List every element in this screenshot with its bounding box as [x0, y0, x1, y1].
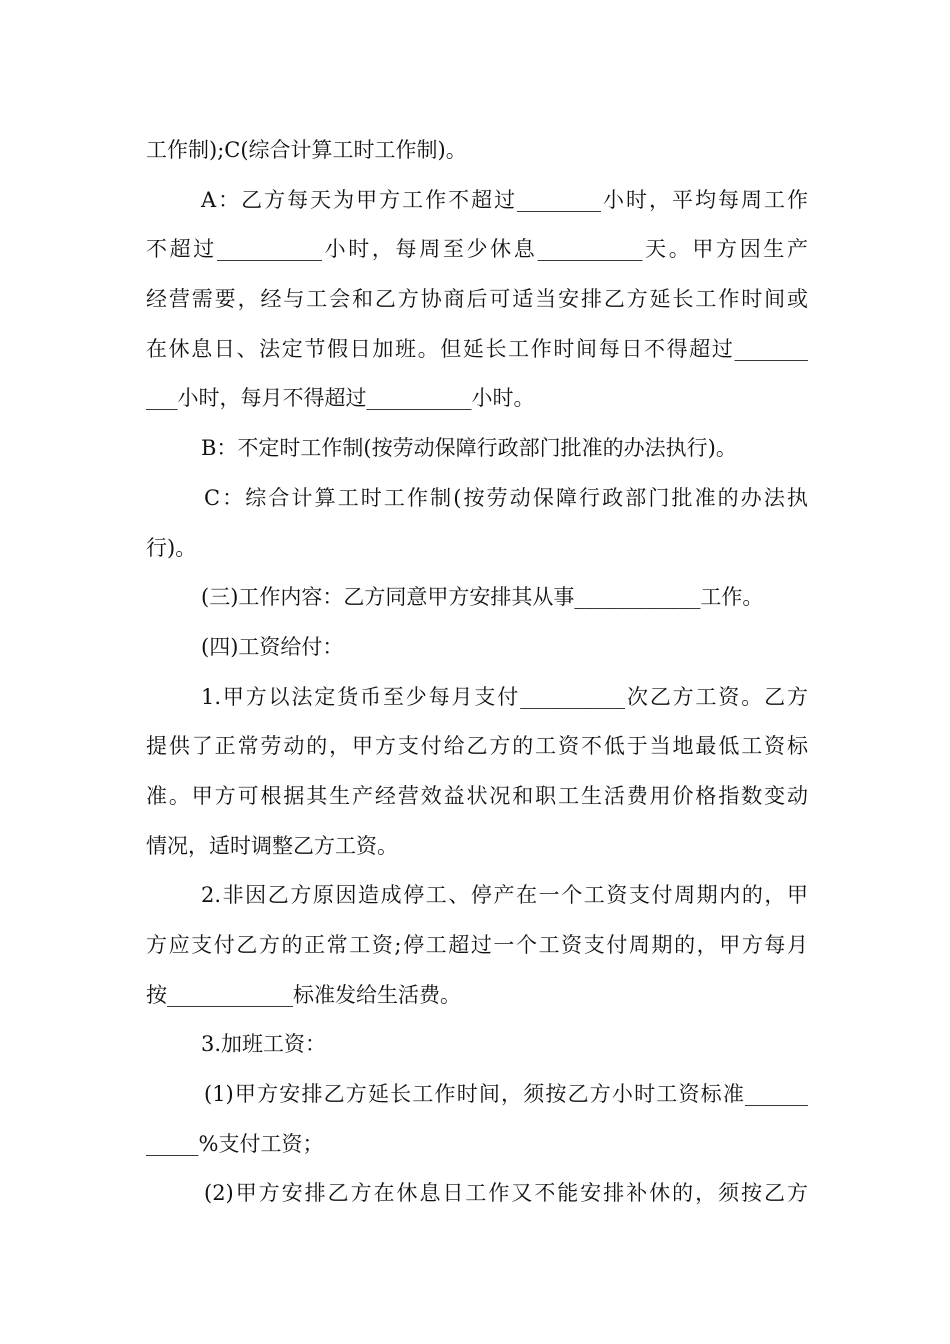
text-line: 在休息日、法定节假日加班。但延长工作时间每日不得超过_______: [146, 336, 808, 361]
text-line: (四)工资给付：: [201, 634, 344, 659]
text-line: _____%支付工资；: [146, 1131, 324, 1156]
text-line: (1)甲方安排乙方延长工作时间，须按乙方小时工资标准______: [204, 1082, 808, 1107]
text-line: 准。甲方可根据其生产经营效益状况和职工生活费用价格指数变动: [146, 783, 808, 808]
text-line: 行)。: [146, 535, 197, 560]
text-line: B：不定时工作制(按劳动保障行政部门批准的办法执行)。: [201, 436, 737, 461]
text-line: 情况，适时调整乙方工资。: [146, 833, 398, 858]
document-body: [146, 126, 808, 1219]
text-line: 不超过__________小时，每周至少休息__________天。甲方因生产: [146, 237, 808, 262]
text-line: 方应支付乙方的正常工资;停工超过一个工资支付周期的，甲方每月: [146, 933, 808, 957]
text-line: A：乙方每天为甲方工作不超过________小时，平均每周工作: [201, 187, 808, 212]
text-line: (2)甲方安排乙方在休息日工作又不能安排补休的，须按乙方: [204, 1181, 808, 1206]
text-line: ___小时，每月不得超过__________小时。: [146, 386, 535, 411]
text-line: 2.非因乙方原因造成停工、停产在一个工资支付周期内的，甲: [201, 883, 808, 908]
text-line: C：综合计算工时工作制(按劳动保障行政部门批准的办法执: [204, 485, 808, 510]
text-line: 工作制);C(综合计算工时工作制)。: [146, 138, 467, 162]
text-line: 1.甲方以法定货币至少每月支付__________次乙方工资。乙方: [201, 684, 808, 709]
text-line: 提供了正常劳动的，甲方支付给乙方的工资不低于当地最低工资标: [146, 734, 808, 759]
text-line: 经营需要，经与工会和乙方协商后可适当安排乙方延长工作时间或: [146, 287, 808, 312]
text-line: (三)工作内容：乙方同意甲方安排其从事____________工作。: [201, 585, 764, 610]
text-line: 按____________标准发给生活费。: [146, 982, 461, 1007]
text-line: 3.加班工资：: [201, 1032, 327, 1057]
